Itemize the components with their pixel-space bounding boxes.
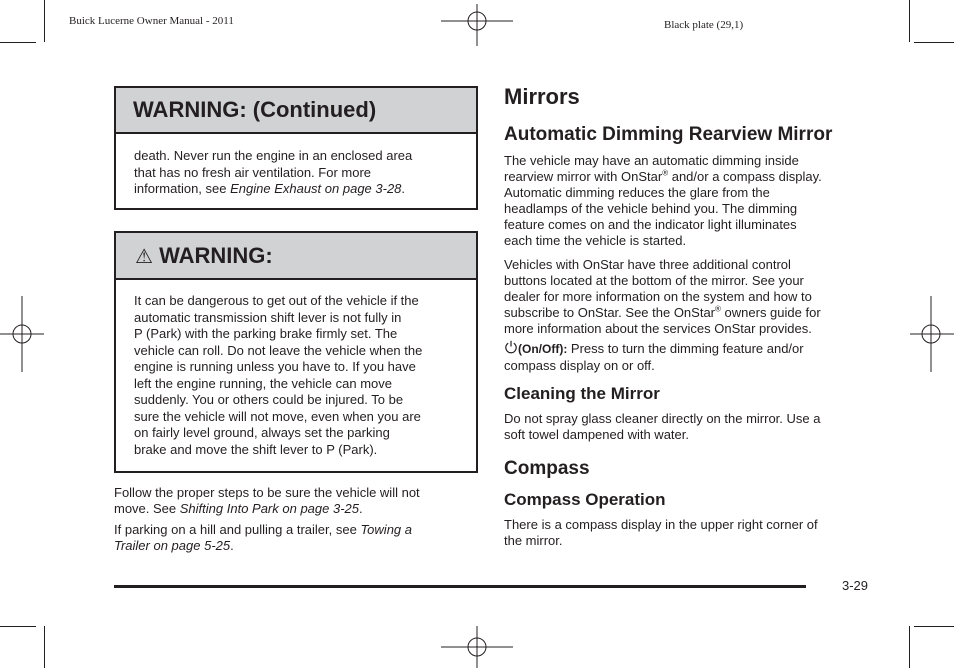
paragraph-text: Press to turn the dimming feature and/or — [567, 341, 804, 356]
paragraph-line: Follow the proper steps to be sure the vehicle will not — [114, 485, 420, 500]
registration-mark-top — [441, 4, 513, 46]
paragraph-text: If parking on a hill and pulling a trailer, see — [114, 522, 361, 537]
warning-box — [114, 231, 478, 473]
warning-line: engine is running unless you have to. If you have — [134, 359, 416, 374]
header-plate-info: Black plate (29,1) — [664, 19, 744, 31]
on-off-paragraph — [504, 340, 884, 374]
section-heading-compass: Compass — [504, 458, 590, 479]
paragraph-text: subscribe to OnStar. See the OnStar — [504, 305, 716, 320]
cleaning-paragraph — [504, 411, 884, 443]
warning-title: WARNING: — [159, 243, 273, 268]
warning-line: It can be dangerous to get out of the vehicle if the — [134, 293, 419, 308]
registration-mark-left — [0, 296, 44, 372]
shifting-into-park-reference: Shifting Into Park on page 3-25 — [179, 501, 359, 516]
punctuation: . — [401, 181, 406, 196]
crop-mark — [0, 42, 36, 43]
warning-body — [116, 280, 476, 458]
on-off-label: (On/Off): — [518, 342, 568, 356]
punctuation: . — [230, 538, 234, 553]
paragraph-line — [114, 538, 486, 554]
paragraph-line — [504, 305, 884, 321]
paragraph-line: dealer for more information on the system and how to — [504, 289, 812, 304]
engine-exhaust-reference: Engine Exhaust on page 3-28 — [230, 181, 402, 196]
onstar-paragraph — [504, 257, 884, 337]
paragraph-line: The vehicle may have an automatic dimming inside — [504, 153, 799, 168]
registered-mark: ® — [715, 304, 721, 314]
paragraph-text: rearview mirror with OnStar — [504, 169, 663, 184]
paragraph-line: soft towel dampened with water. — [504, 427, 689, 442]
paragraph-line: compass display on or off. — [504, 358, 655, 373]
shifting-paragraph — [114, 485, 486, 517]
paragraph-line — [504, 169, 884, 185]
compass-paragraph — [504, 517, 884, 549]
paragraph-line: headlamps of the vehicle behind you. The dimming — [504, 201, 798, 216]
paragraph-line — [504, 340, 884, 358]
header-manual-title: Buick Lucerne Owner Manual - 2011 — [69, 15, 234, 27]
warning-line: brake and move the shift lever to P (Park). — [134, 441, 378, 457]
crop-mark — [0, 626, 36, 627]
paragraph-line — [114, 522, 486, 538]
crop-mark — [914, 626, 954, 627]
power-icon — [504, 340, 518, 354]
warning-line: sure the vehicle will not move, even when you are — [134, 408, 421, 424]
paragraph-line: each time the vehicle is started. — [504, 233, 687, 248]
section-heading-cleaning: Cleaning the Mirror — [504, 384, 660, 403]
registration-mark-right — [910, 296, 954, 372]
paragraph-line: There is a compass display in the upper right corner of — [504, 517, 818, 532]
warning-line: vehicle can roll. Do not leave the vehicle when the — [134, 342, 423, 358]
warning-continued-title: WARNING: (Continued) — [116, 88, 476, 134]
crop-mark — [44, 626, 45, 668]
paragraph-line: buttons located at the bottom of the mirror. See your — [504, 273, 804, 288]
crop-mark — [909, 626, 910, 668]
warning-header — [116, 233, 476, 280]
auto-dimming-paragraph — [504, 153, 884, 249]
paragraph-line: more information about the services OnStar provides. — [504, 321, 812, 336]
warning-continued-text: information, see — [134, 181, 231, 196]
paragraph-line: Automatic dimming reduces the glare from the — [504, 185, 770, 200]
warning-triangle-icon: ⚠ — [135, 246, 153, 268]
registration-mark-bottom — [441, 626, 513, 668]
towing-reference: Trailer on page 5-25 — [114, 538, 231, 553]
warning-continued-box — [114, 86, 478, 210]
warning-continued-body — [116, 134, 476, 198]
paragraph-text: and/or a compass display. — [668, 169, 822, 184]
page-title: Mirrors — [504, 84, 580, 109]
section-heading-auto-dimming: Automatic Dimming Rearview Mirror — [504, 124, 833, 145]
paragraph-text: move. See — [114, 501, 180, 516]
warning-line: on fairly level ground, always set the parking — [134, 425, 390, 440]
crop-mark — [914, 42, 954, 43]
warning-line: P (Park) with the parking brake firmly set. The — [134, 326, 398, 341]
warning-line: automatic transmission shift lever is not fully in — [134, 309, 402, 325]
warning-continued-line: that has no fresh air ventilation. For more — [134, 164, 372, 180]
crop-mark — [909, 0, 910, 42]
subsection-heading-compass-operation: Compass Operation — [504, 490, 666, 509]
warning-line: left the engine running, the vehicle can move — [134, 375, 393, 391]
paragraph-text: owners guide for — [720, 305, 821, 320]
warning-continued-line: death. Never run the engine in an enclosed area — [134, 148, 413, 163]
crop-mark — [44, 0, 45, 42]
paragraph-line: feature comes on and the indicator light illuminates — [504, 217, 797, 232]
paragraph-line: Do not spray glass cleaner directly on the mirror. Use a — [504, 411, 821, 426]
towing-paragraph — [114, 522, 486, 554]
warning-line: suddenly. You or others could be injured. To be — [134, 392, 404, 407]
paragraph-line: the mirror. — [504, 533, 563, 548]
footer-rule — [114, 585, 806, 588]
paragraph-line: Vehicles with OnStar have three additional control — [504, 257, 791, 272]
registered-mark: ® — [662, 168, 669, 178]
punctuation: . — [359, 501, 363, 516]
towing-reference: Towing a — [360, 522, 412, 537]
warning-continued-line — [134, 181, 460, 198]
page-number: 3-29 — [842, 578, 869, 593]
paragraph-line — [114, 501, 486, 517]
